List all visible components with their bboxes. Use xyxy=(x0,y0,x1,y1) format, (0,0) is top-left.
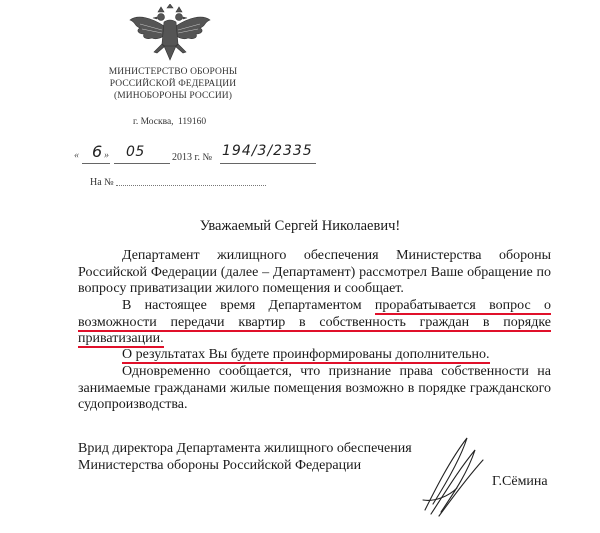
ministry-line-3: (МИНОБОРОНЫ РОССИИ) xyxy=(113,91,233,101)
ministry-name xyxy=(78,66,268,102)
paragraph-1 xyxy=(78,248,551,298)
paragraph-1-text: Департамент жилищного обеспечения Министерства обороны Российской Федерации (далее – Департамент) рассмотрел Ваше обращение по вопросу приватизации жилого помещения и сообщает. xyxy=(78,248,551,296)
eagle-emblem-icon xyxy=(128,4,212,64)
highlighted-passage-1: прорабатывается вопрос о возможности передачи квартир в собственность граждан в порядке приватизации. xyxy=(78,298,552,346)
paragraph-3 xyxy=(78,347,551,364)
year-text: 2013 г. № xyxy=(172,152,213,163)
signatory-name: Г.Сёмина xyxy=(492,474,548,489)
open-quote: « xyxy=(74,150,79,161)
paragraph-4 xyxy=(78,364,551,414)
paragraph-2-text xyxy=(78,298,551,348)
paragraph-4-text: Одновременно сообщается, что признание права собственности на занимаемые гражданами жилые помещения возможно в порядке гражданского судопроизводства. xyxy=(78,364,551,412)
number-underline xyxy=(220,163,316,164)
paragraph-3-text xyxy=(78,347,551,364)
signatory-title-line-2: Министерства обороны Российской Федерации xyxy=(78,458,362,473)
city-name: г. Москва, xyxy=(133,117,174,127)
month-underline xyxy=(114,163,170,164)
handwritten-signature xyxy=(405,430,495,520)
handwritten-month: 05 xyxy=(126,144,145,160)
ministry-line-2: РОССИЙСКОЙ ФЕДЕРАЦИИ xyxy=(109,79,237,89)
ministry-line-1: МИНИСТЕРСТВО ОБОРОНЫ xyxy=(108,67,238,77)
handwritten-day: 6 xyxy=(92,142,103,161)
signatory-title-line-1: Врид директора Департамента жилищного обеспечения xyxy=(78,441,412,456)
day-underline xyxy=(82,163,110,164)
reference-label: На № xyxy=(90,177,114,188)
date-number-line xyxy=(74,140,334,166)
handwritten-number: 194/3/2335 xyxy=(222,143,313,159)
highlighted-passage-2: О результатах Вы будете проинформированы дополнительно. xyxy=(122,347,490,362)
salutation: Уважаемый Сергей Николаевич! xyxy=(199,218,401,234)
close-quote: » xyxy=(104,150,109,161)
reference-field-line xyxy=(116,185,266,186)
postcode: 119160 xyxy=(177,117,207,127)
paragraph-2-lead: В настоящее время Департаментом xyxy=(122,298,375,313)
signatory-title xyxy=(78,440,412,474)
paragraph-2 xyxy=(78,298,551,348)
city-address xyxy=(133,117,208,127)
